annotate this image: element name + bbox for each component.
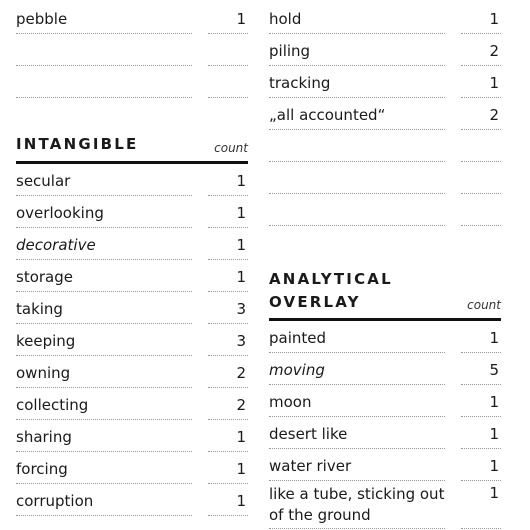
count-value: 2	[489, 106, 499, 124]
word-text: hold	[269, 10, 302, 28]
count-value: 1	[236, 460, 246, 478]
count-cell	[461, 385, 501, 417]
word-text: moving	[269, 361, 325, 379]
section-title	[269, 268, 393, 314]
word-text: painted	[269, 329, 327, 347]
count-column-label: count	[467, 298, 501, 312]
table-row	[16, 292, 248, 324]
word-cell	[269, 194, 445, 226]
word-text: „all accounted“	[269, 106, 386, 124]
table-row	[16, 260, 248, 292]
count-cell	[461, 34, 501, 66]
count-value: 1	[489, 393, 499, 411]
count-cell	[461, 449, 501, 481]
word-text: pebble	[16, 10, 68, 28]
count-cell	[461, 194, 501, 226]
count-cell	[461, 98, 501, 130]
count-cell	[208, 292, 248, 324]
count-value: 1	[489, 425, 499, 443]
intangible-header	[16, 120, 248, 164]
count-cell	[208, 356, 248, 388]
count-value: 1	[489, 10, 499, 28]
word-cell	[269, 353, 445, 385]
word-text: overlooking	[16, 204, 104, 222]
count-cell	[208, 164, 248, 196]
table-row	[269, 353, 501, 385]
word-cell	[269, 2, 445, 34]
table-row	[269, 34, 501, 66]
count-cell	[461, 66, 501, 98]
count-value: 2	[236, 396, 246, 414]
word-cell	[16, 324, 192, 356]
word-cell	[16, 452, 192, 484]
word-cell	[16, 388, 192, 420]
count-value: 1	[489, 484, 499, 502]
count-value: 1	[236, 428, 246, 446]
word-cell	[269, 321, 445, 353]
word-cell	[16, 2, 192, 34]
word-text: keeping	[16, 332, 76, 350]
word-cell	[269, 162, 445, 194]
count-cell	[208, 228, 248, 260]
count-value: 5	[489, 361, 499, 379]
count-value: 1	[236, 236, 246, 254]
count-cell	[208, 2, 248, 34]
word-cell	[269, 34, 445, 66]
word-text: like a tube, sticking out of the ground	[269, 485, 445, 524]
count-value: 1	[489, 329, 499, 347]
count-value: 3	[236, 332, 246, 350]
empty-row	[16, 66, 248, 98]
section-title-line2: OVERLAY	[269, 293, 361, 311]
word-text: sharing	[16, 428, 72, 446]
count-value: 2	[236, 364, 246, 382]
word-text: collecting	[16, 396, 89, 414]
table-row	[16, 452, 248, 484]
count-cell	[461, 130, 501, 162]
table-row	[16, 356, 248, 388]
word-text: piling	[269, 42, 311, 60]
word-text: desert like	[269, 425, 348, 443]
count-cell	[208, 420, 248, 452]
word-cell	[269, 98, 445, 130]
word-cell	[16, 196, 192, 228]
count-cell	[208, 260, 248, 292]
count-cell	[461, 162, 501, 194]
count-value: 1	[236, 10, 246, 28]
count-value: 1	[236, 492, 246, 510]
count-cell	[208, 34, 248, 66]
word-cell	[269, 385, 445, 417]
word-cell	[16, 66, 192, 98]
word-text: tracking	[269, 74, 331, 92]
word-text: decorative	[16, 236, 96, 254]
word-text: taking	[16, 300, 63, 318]
count-value: 2	[489, 42, 499, 60]
count-cell	[208, 388, 248, 420]
word-cell	[16, 260, 192, 292]
word-cell	[269, 481, 445, 529]
table-row	[16, 228, 248, 260]
count-cell	[208, 452, 248, 484]
table-row	[269, 98, 501, 130]
empty-row	[16, 34, 248, 66]
word-cell	[16, 292, 192, 324]
count-cell	[208, 66, 248, 98]
intangible-table	[16, 164, 248, 516]
count-cell	[461, 321, 501, 353]
count-cell	[461, 481, 501, 529]
word-cell	[269, 449, 445, 481]
right-top-table	[269, 2, 501, 226]
table-row	[269, 385, 501, 417]
table-row	[16, 324, 248, 356]
left-column	[16, 2, 248, 516]
word-cell	[16, 164, 192, 196]
table-row	[269, 417, 501, 449]
count-value: 1	[489, 457, 499, 475]
word-text: water river	[269, 457, 352, 475]
word-text: storage	[16, 268, 73, 286]
word-cell	[16, 484, 192, 516]
table-row	[269, 321, 501, 353]
count-cell	[208, 484, 248, 516]
count-cell	[461, 417, 501, 449]
section-title-line1: ANALYTICAL	[269, 270, 393, 288]
count-cell	[461, 353, 501, 385]
word-cell	[16, 356, 192, 388]
table-row	[269, 449, 501, 481]
word-cell	[16, 34, 192, 66]
left-top-table	[16, 2, 248, 98]
table-row	[16, 388, 248, 420]
count-value: 1	[489, 74, 499, 92]
word-cell	[16, 228, 192, 260]
word-cell	[269, 417, 445, 449]
word-text: moon	[269, 393, 312, 411]
table-row	[16, 484, 248, 516]
table-row	[269, 2, 501, 34]
table-row	[16, 2, 248, 34]
table-row	[16, 196, 248, 228]
word-text: forcing	[16, 460, 68, 478]
table-row	[269, 481, 501, 529]
count-value: 1	[236, 268, 246, 286]
count-cell	[208, 196, 248, 228]
empty-row	[269, 162, 501, 194]
table-row	[269, 66, 501, 98]
table-row	[16, 164, 248, 196]
word-cell	[269, 130, 445, 162]
count-column-label: count	[214, 141, 248, 155]
word-cell	[16, 420, 192, 452]
count-value: 3	[236, 300, 246, 318]
analytical-overlay-table	[269, 321, 501, 529]
table-row	[16, 420, 248, 452]
word-text: secular	[16, 172, 71, 190]
word-cell	[269, 66, 445, 98]
count-cell	[208, 324, 248, 356]
right-column	[269, 2, 501, 529]
analytical-overlay-header	[269, 260, 501, 321]
empty-row	[269, 130, 501, 162]
count-value: 1	[236, 204, 246, 222]
word-text: owning	[16, 364, 71, 382]
count-cell	[461, 2, 501, 34]
count-value: 1	[236, 172, 246, 190]
word-text: corruption	[16, 492, 94, 510]
section-title: INTANGIBLE	[16, 135, 139, 153]
empty-row	[269, 194, 501, 226]
